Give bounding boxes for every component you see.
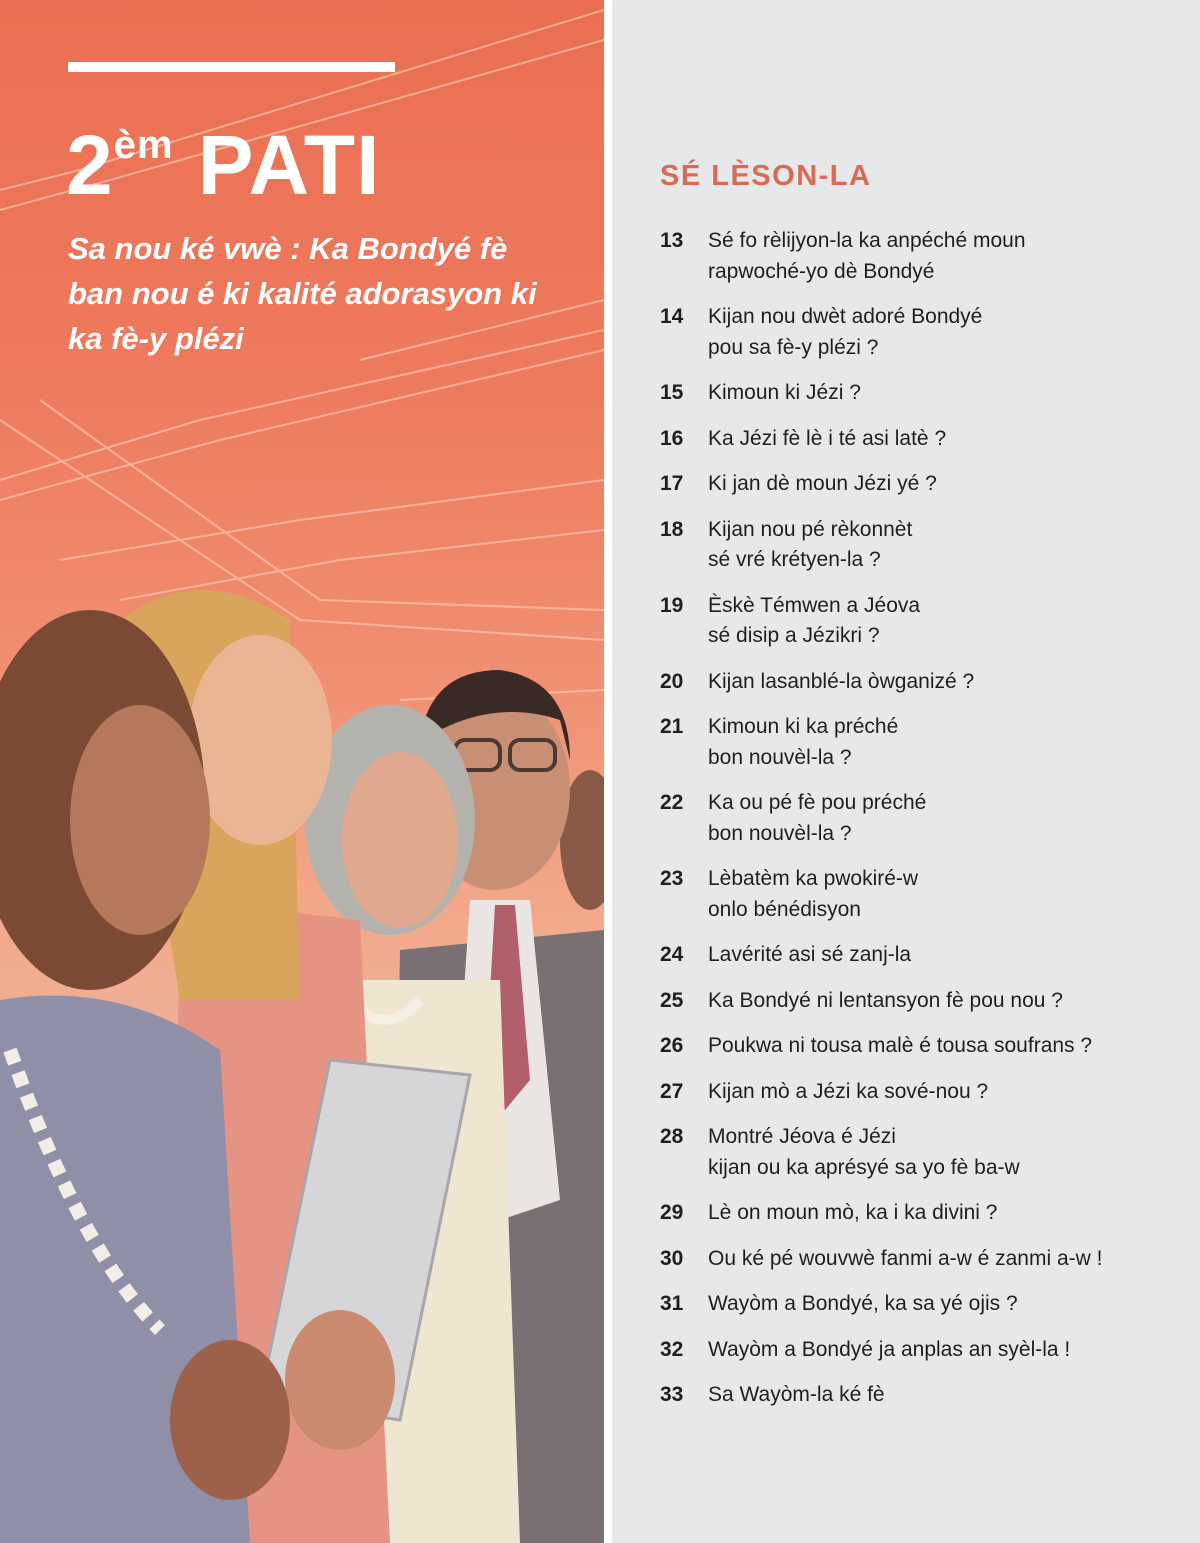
lesson-number: 22 [660, 791, 684, 814]
lesson-item[interactable] [660, 515, 1180, 576]
lesson-item[interactable] [660, 667, 1180, 698]
lesson-number: 30 [660, 1246, 684, 1270]
lesson-title: Sé fo rèlijyon-la ka anpéché moun rapwoché-yo dè Bondyé [708, 229, 1026, 283]
lesson-title: Ki jan dè moun Jézi yé ? [708, 472, 937, 495]
lesson-title: Kimoun ki Jézi ? [708, 381, 861, 404]
lesson-item[interactable] [660, 986, 1180, 1017]
lesson-item[interactable] [660, 1244, 1180, 1275]
lesson-item[interactable] [660, 226, 1180, 287]
lesson-item[interactable] [660, 591, 1180, 652]
part-number-suffix: èm [113, 123, 174, 167]
lesson-number: 28 [660, 1125, 684, 1148]
lessons-heading: SÉ LÈSON-LA [660, 160, 872, 192]
lesson-item[interactable] [660, 378, 1180, 409]
lesson-number: 19 [660, 593, 684, 617]
lesson-title: Ka Bondyé ni lentansyon fè pou nou ? [708, 988, 1063, 1012]
lesson-number: 27 [660, 1079, 684, 1103]
page-gutter [604, 0, 612, 1543]
lesson-title: Ou ké pé wouvwè fanmi a-w é zanmi a-w ! [708, 1246, 1103, 1270]
lesson-item[interactable] [660, 940, 1180, 971]
lesson-title: Montré Jéova é Jézi kijan ou ka aprésyé sa yo fè ba-w [708, 1125, 1020, 1179]
title-rule [68, 62, 395, 72]
lesson-number: 16 [660, 426, 684, 450]
lesson-number: 13 [660, 229, 684, 252]
lesson-number: 26 [660, 1034, 684, 1057]
lesson-number: 14 [660, 305, 684, 328]
part-title [66, 100, 380, 210]
lesson-item[interactable] [660, 1289, 1180, 1320]
lesson-title: Kijan nou pé rèkonnèt sé vré krétyen-la ? [708, 517, 913, 571]
lesson-number: 33 [660, 1383, 684, 1406]
lesson-item[interactable] [660, 1122, 1180, 1183]
lesson-title: Ka Jézi fè lè i té asi latè ? [708, 426, 947, 450]
lesson-title: Kimoun ki ka préché bon nouvèl-la ? [708, 715, 899, 769]
part-number: 2 [66, 118, 114, 212]
lesson-number: 24 [660, 943, 684, 966]
lesson-number: 17 [660, 472, 684, 495]
lesson-title: Wayòm a Bondyé, ka sa yé ojis ? [708, 1292, 1018, 1315]
lesson-item[interactable] [660, 1335, 1180, 1366]
lesson-title: Wayòm a Bondyé ja anplas an syèl-la ! [708, 1337, 1071, 1361]
lesson-number: 18 [660, 517, 684, 541]
lesson-item[interactable] [660, 712, 1180, 773]
lessons-list [660, 226, 1180, 1426]
lesson-item[interactable] [660, 864, 1180, 925]
lesson-title: Poukwa ni tousa malè é tousa soufrans ? [708, 1034, 1093, 1057]
lesson-number: 20 [660, 669, 684, 693]
lesson-number: 15 [660, 381, 684, 404]
lesson-title: Lavérité asi sé zanj-la [708, 943, 912, 966]
lesson-item[interactable] [660, 1031, 1180, 1062]
lesson-title: Kijan mò a Jézi ka sové-nou ? [708, 1079, 989, 1103]
lesson-title: Kijan lasanblé-la òwganizé ? [708, 669, 975, 693]
lesson-number: 25 [660, 988, 684, 1012]
lesson-number: 23 [660, 867, 684, 890]
lesson-title: Ka ou pé fè pou préché bon nouvèl-la ? [708, 791, 927, 845]
lesson-item[interactable] [660, 302, 1180, 363]
lesson-title: Lè on moun mò, ka i ka divini ? [708, 1201, 998, 1224]
lesson-number: 29 [660, 1201, 684, 1224]
lesson-title: Lèbatèm ka pwokiré-w onlo bénédisyon [708, 867, 919, 921]
lesson-title: Kijan nou dwèt adoré Bondyé pou sa fè-y plézi ? [708, 305, 983, 359]
part-subtitle: Sa nou ké vwè : Ka Bondyé fè ban nou é ki kalité adorasyon ki ka fè-y plézi [68, 231, 537, 356]
lesson-item[interactable] [660, 1198, 1180, 1229]
lesson-number: 21 [660, 715, 684, 738]
lesson-title: Sa Wayòm-la ké fè [708, 1383, 885, 1406]
lesson-number: 31 [660, 1292, 684, 1315]
lesson-title: Èskè Témwen a Jéova sé disip a Jézikri ? [708, 593, 921, 647]
part-word: PATI [197, 118, 381, 212]
lesson-item[interactable] [660, 788, 1180, 849]
lesson-item[interactable] [660, 424, 1180, 455]
lesson-item[interactable] [660, 469, 1180, 500]
lesson-item[interactable] [660, 1077, 1180, 1108]
lesson-item[interactable] [660, 1380, 1180, 1411]
lesson-number: 32 [660, 1337, 684, 1361]
